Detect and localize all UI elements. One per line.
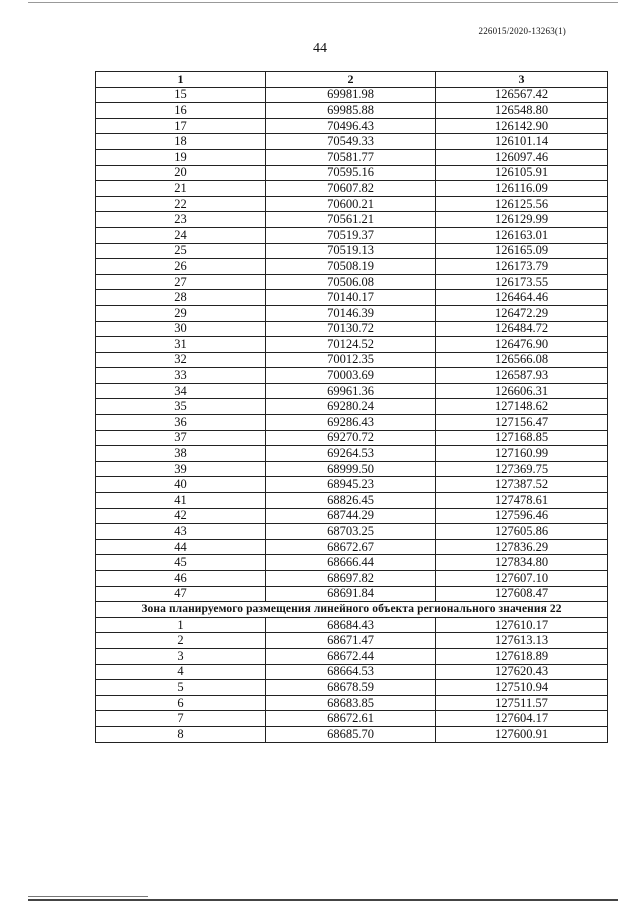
table-row: [96, 430, 608, 446]
point-number-cell: 4: [96, 664, 266, 680]
point-number-cell: 41: [96, 493, 266, 509]
x-coordinate-cell: 70519.13: [266, 243, 436, 259]
x-coordinate-cell: 70581.77: [266, 149, 436, 165]
point-number-cell: 36: [96, 415, 266, 431]
point-number-cell: 45: [96, 555, 266, 571]
x-coordinate-cell: 68672.61: [266, 711, 436, 727]
x-coordinate-cell: 69280.24: [266, 399, 436, 415]
footer-rule: [28, 899, 618, 901]
table-row: [96, 259, 608, 275]
point-number-cell: 34: [96, 383, 266, 399]
x-coordinate-cell: 70124.52: [266, 337, 436, 353]
page-number: 44: [313, 41, 327, 56]
y-coordinate-cell: 126567.42: [436, 87, 608, 103]
point-number-cell: 20: [96, 165, 266, 181]
x-coordinate-cell: 68744.29: [266, 508, 436, 524]
table-row: [96, 290, 608, 306]
y-coordinate-cell: 127610.17: [436, 617, 608, 633]
x-coordinate-cell: 68671.47: [266, 633, 436, 649]
x-coordinate-cell: 68683.85: [266, 695, 436, 711]
point-number-cell: 40: [96, 477, 266, 493]
point-number-cell: 18: [96, 134, 266, 150]
table-row: [96, 446, 608, 462]
table-row: [96, 165, 608, 181]
point-number-cell: 25: [96, 243, 266, 259]
table-row: [96, 680, 608, 696]
point-number-cell: 17: [96, 118, 266, 134]
table-row: [96, 399, 608, 415]
point-number-cell: 30: [96, 321, 266, 337]
point-number-cell: 28: [96, 290, 266, 306]
y-coordinate-cell: 126173.55: [436, 274, 608, 290]
point-number-cell: 16: [96, 103, 266, 119]
x-coordinate-cell: 69264.53: [266, 446, 436, 462]
y-coordinate-cell: 126101.14: [436, 134, 608, 150]
point-number-cell: 35: [96, 399, 266, 415]
x-coordinate-cell: 70140.17: [266, 290, 436, 306]
point-number-cell: 37: [96, 430, 266, 446]
point-number-cell: 21: [96, 181, 266, 197]
document-number: 226015/2020-13263(1): [478, 26, 566, 36]
table-row: [96, 368, 608, 384]
y-coordinate-cell: 126129.99: [436, 212, 608, 228]
point-number-cell: 15: [96, 87, 266, 103]
y-coordinate-cell: 127834.80: [436, 555, 608, 571]
table-row: [96, 103, 608, 119]
table-row: [96, 212, 608, 228]
x-coordinate-cell: 70600.21: [266, 196, 436, 212]
table-row: [96, 352, 608, 368]
table-row: [96, 415, 608, 431]
point-number-cell: 31: [96, 337, 266, 353]
x-coordinate-cell: 69961.36: [266, 383, 436, 399]
table-row: [96, 149, 608, 165]
y-coordinate-cell: 126105.91: [436, 165, 608, 181]
x-coordinate-cell: 68999.50: [266, 461, 436, 477]
y-coordinate-cell: 126165.09: [436, 243, 608, 259]
table-row: [96, 134, 608, 150]
y-coordinate-cell: 127607.10: [436, 571, 608, 587]
point-number-cell: 24: [96, 227, 266, 243]
column-header: 2: [266, 72, 436, 88]
point-number-cell: 2: [96, 633, 266, 649]
table-header-row: [96, 72, 608, 88]
table-row: [96, 477, 608, 493]
point-number-cell: 8: [96, 726, 266, 742]
x-coordinate-cell: 68703.25: [266, 524, 436, 540]
table-row: [96, 664, 608, 680]
point-number-cell: 29: [96, 305, 266, 321]
y-coordinate-cell: 127604.17: [436, 711, 608, 727]
table-row: [96, 118, 608, 134]
table-row: [96, 243, 608, 259]
y-coordinate-cell: 126116.09: [436, 181, 608, 197]
x-coordinate-cell: 70146.39: [266, 305, 436, 321]
footer-rule-short: [28, 896, 148, 897]
x-coordinate-cell: 68945.23: [266, 477, 436, 493]
table-row: [96, 508, 608, 524]
point-number-cell: 6: [96, 695, 266, 711]
y-coordinate-cell: 126097.46: [436, 149, 608, 165]
y-coordinate-cell: 127605.86: [436, 524, 608, 540]
x-coordinate-cell: 68697.82: [266, 571, 436, 587]
x-coordinate-cell: 68691.84: [266, 586, 436, 602]
y-coordinate-cell: 126472.29: [436, 305, 608, 321]
table-row: [96, 648, 608, 664]
y-coordinate-cell: 127369.75: [436, 461, 608, 477]
coordinates-table: [95, 71, 608, 743]
table-row: [96, 274, 608, 290]
point-number-cell: 46: [96, 571, 266, 587]
table-row: [96, 633, 608, 649]
x-coordinate-cell: 70012.35: [266, 352, 436, 368]
y-coordinate-cell: 127618.89: [436, 648, 608, 664]
y-coordinate-cell: 127168.85: [436, 430, 608, 446]
table-row: [96, 493, 608, 509]
x-coordinate-cell: 69985.88: [266, 103, 436, 119]
point-number-cell: 19: [96, 149, 266, 165]
y-coordinate-cell: 127478.61: [436, 493, 608, 509]
x-coordinate-cell: 70607.82: [266, 181, 436, 197]
table-row: [96, 555, 608, 571]
column-header: 3: [436, 72, 608, 88]
point-number-cell: 5: [96, 680, 266, 696]
x-coordinate-cell: 70549.33: [266, 134, 436, 150]
y-coordinate-cell: 127608.47: [436, 586, 608, 602]
table-row: [96, 524, 608, 540]
point-number-cell: 7: [96, 711, 266, 727]
table-row: [96, 305, 608, 321]
y-coordinate-cell: 127387.52: [436, 477, 608, 493]
table-row: [96, 695, 608, 711]
point-number-cell: 47: [96, 586, 266, 602]
y-coordinate-cell: 127600.91: [436, 726, 608, 742]
y-coordinate-cell: 127613.13: [436, 633, 608, 649]
y-coordinate-cell: 126163.01: [436, 227, 608, 243]
table-row: [96, 87, 608, 103]
point-number-cell: 23: [96, 212, 266, 228]
x-coordinate-cell: 68672.44: [266, 648, 436, 664]
x-coordinate-cell: 68685.70: [266, 726, 436, 742]
y-coordinate-cell: 126548.80: [436, 103, 608, 119]
y-coordinate-cell: 126142.90: [436, 118, 608, 134]
x-coordinate-cell: 68826.45: [266, 493, 436, 509]
y-coordinate-cell: 127596.46: [436, 508, 608, 524]
y-coordinate-cell: 126476.90: [436, 337, 608, 353]
point-number-cell: 1: [96, 617, 266, 633]
y-coordinate-cell: 127836.29: [436, 539, 608, 555]
point-number-cell: 32: [96, 352, 266, 368]
point-number-cell: 42: [96, 508, 266, 524]
y-coordinate-cell: 126587.93: [436, 368, 608, 384]
table-row: [96, 617, 608, 633]
y-coordinate-cell: 126125.56: [436, 196, 608, 212]
y-coordinate-cell: 127160.99: [436, 446, 608, 462]
table-row: [96, 321, 608, 337]
x-coordinate-cell: 70130.72: [266, 321, 436, 337]
point-number-cell: 38: [96, 446, 266, 462]
x-coordinate-cell: 68666.44: [266, 555, 436, 571]
y-coordinate-cell: 126606.31: [436, 383, 608, 399]
table-row: [96, 461, 608, 477]
x-coordinate-cell: 69981.98: [266, 87, 436, 103]
y-coordinate-cell: 127510.94: [436, 680, 608, 696]
top-rule: [28, 2, 618, 3]
point-number-cell: 33: [96, 368, 266, 384]
x-coordinate-cell: 68672.67: [266, 539, 436, 555]
table-row: [96, 726, 608, 742]
x-coordinate-cell: 68678.59: [266, 680, 436, 696]
point-number-cell: 39: [96, 461, 266, 477]
x-coordinate-cell: 68684.43: [266, 617, 436, 633]
table-row: [96, 181, 608, 197]
table-row: [96, 586, 608, 602]
table-row: [96, 227, 608, 243]
x-coordinate-cell: 68664.53: [266, 664, 436, 680]
table-row: [96, 571, 608, 587]
y-coordinate-cell: 127620.43: [436, 664, 608, 680]
y-coordinate-cell: 127156.47: [436, 415, 608, 431]
y-coordinate-cell: 126464.46: [436, 290, 608, 306]
x-coordinate-cell: 70561.21: [266, 212, 436, 228]
x-coordinate-cell: 70595.16: [266, 165, 436, 181]
y-coordinate-cell: 126173.79: [436, 259, 608, 275]
point-number-cell: 26: [96, 259, 266, 275]
section-title: Зона планируемого размещения линейного объекта регионального значения 22: [96, 602, 608, 618]
x-coordinate-cell: 70508.19: [266, 259, 436, 275]
x-coordinate-cell: 70506.08: [266, 274, 436, 290]
table-row: [96, 383, 608, 399]
x-coordinate-cell: 70496.43: [266, 118, 436, 134]
point-number-cell: 3: [96, 648, 266, 664]
y-coordinate-cell: 127511.57: [436, 695, 608, 711]
y-coordinate-cell: 126484.72: [436, 321, 608, 337]
table-row: [96, 539, 608, 555]
point-number-cell: 22: [96, 196, 266, 212]
x-coordinate-cell: 70003.69: [266, 368, 436, 384]
section-row: [96, 602, 608, 618]
table-row: [96, 711, 608, 727]
point-number-cell: 43: [96, 524, 266, 540]
table-row: [96, 337, 608, 353]
table-row: [96, 196, 608, 212]
x-coordinate-cell: 69270.72: [266, 430, 436, 446]
column-header: 1: [96, 72, 266, 88]
x-coordinate-cell: 70519.37: [266, 227, 436, 243]
y-coordinate-cell: 126566.08: [436, 352, 608, 368]
x-coordinate-cell: 69286.43: [266, 415, 436, 431]
point-number-cell: 44: [96, 539, 266, 555]
point-number-cell: 27: [96, 274, 266, 290]
y-coordinate-cell: 127148.62: [436, 399, 608, 415]
